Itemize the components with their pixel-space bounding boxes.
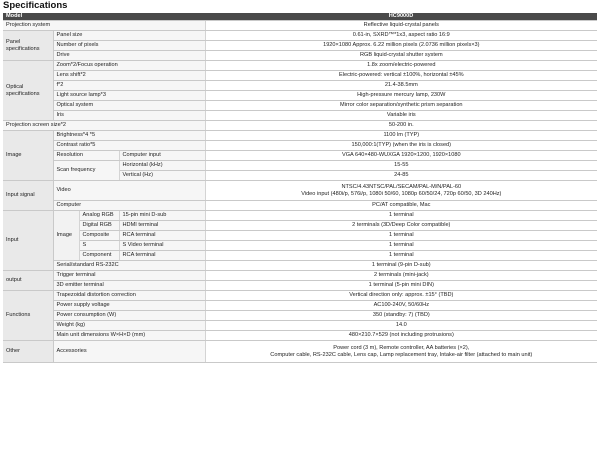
table-row: [3, 201, 597, 211]
row-label: f*2: [53, 81, 205, 91]
table-row: [3, 321, 597, 331]
row-value: 1920×1080 Approx. 6.22 million pixels (2.0736 million pixels×3): [205, 41, 597, 51]
row-label: Panel size: [53, 31, 205, 41]
table-row: [3, 111, 597, 121]
row-label: Power consumption (W): [53, 311, 205, 321]
table-row: [3, 161, 597, 171]
row-label: Resolution: [53, 151, 119, 161]
row-type: S: [79, 241, 119, 251]
row-value: 1 terminal (9-pin D-sub): [205, 261, 597, 271]
row-value: Reflective liquid-crystal panels: [205, 21, 597, 31]
row-value: Vertical direction only: approx. ±15° (TBD): [205, 291, 597, 301]
row-label: Trigger terminal: [53, 271, 205, 281]
row-label: Contrast ratio*5: [53, 141, 205, 151]
table-row: [3, 271, 597, 281]
row-value: 1 terminal: [205, 241, 597, 251]
row-label: Lens shift*2: [53, 71, 205, 81]
table-row: [3, 291, 597, 301]
input-image-label: Image: [53, 211, 79, 261]
group-label-functions: Functions: [3, 291, 53, 341]
group-label-panel: Panel specifications: [3, 31, 53, 61]
row-connector: S Video terminal: [119, 241, 205, 251]
video-value-line-2: Video input (480i/p, 576i/p, 1080i 50/60, 1080p 60/50/24, 720p 60/50, 3D 240Hz): [301, 190, 502, 197]
row-label: Accessories: [53, 341, 205, 363]
row-value: 1 terminal: [205, 211, 597, 221]
row-value: 15-55: [205, 161, 597, 171]
table-row: [3, 81, 597, 91]
row-label: Zoom*2/Focus operation: [53, 61, 205, 71]
row-type: Digital RGB: [79, 221, 119, 231]
table-row: [3, 141, 597, 151]
table-row: [3, 31, 597, 41]
group-label-optical: Optical specifications: [3, 61, 53, 121]
table-row: [3, 231, 597, 241]
row-sublabel: Vertical (Hz): [119, 171, 205, 181]
table-row: [3, 51, 597, 61]
row-sublabel: Horizontal (kHz): [119, 161, 205, 171]
row-connector: RCA terminal: [119, 231, 205, 241]
row-value: 480×210.7×529 (not including protrusions): [205, 331, 597, 341]
row-value: AC100-240V, 50/60Hz: [205, 301, 597, 311]
row-value: 2 terminals (mini-jack): [205, 271, 597, 281]
row-value: High-pressure mercury lamp, 230W: [205, 91, 597, 101]
row-label: Projection system: [3, 21, 205, 31]
table-row: [3, 91, 597, 101]
group-label-other: Other: [3, 341, 53, 363]
row-type: Composite: [79, 231, 119, 241]
group-label-output: output: [3, 271, 53, 291]
row-value: [205, 181, 597, 201]
row-label: Power supply voltage: [53, 301, 205, 311]
table-row: [3, 251, 597, 261]
row-connector: HDMI terminal: [119, 221, 205, 231]
table-row: [3, 181, 597, 201]
row-connector: 15-pin mini D-sub: [119, 211, 205, 221]
row-value: 14.0: [205, 321, 597, 331]
row-value: [205, 341, 597, 363]
row-value: RGB liquid-crystal shutter system: [205, 51, 597, 61]
table-row: [3, 311, 597, 321]
model-label: Model: [3, 13, 205, 21]
table-row: [3, 211, 597, 221]
row-label: Serial/standard RS-232C: [53, 261, 205, 271]
row-value: Electric-powered: vertical ±100%, horizontal ±45%: [205, 71, 597, 81]
model-value: HC9000D: [205, 13, 597, 21]
row-value: VGA 640×480-WUXGA 1920×1200, 1920×1080: [205, 151, 597, 161]
row-value: 1.8x zoom/electric-powered: [205, 61, 597, 71]
table-row: [3, 61, 597, 71]
row-value: Mirror color separation/synthetic prism separation: [205, 101, 597, 111]
row-value: 24-85: [205, 171, 597, 181]
row-value: 1 terminal: [205, 251, 597, 261]
table-row: [3, 151, 597, 161]
row-sublabel: Computer input: [119, 151, 205, 161]
table-row: [3, 301, 597, 311]
row-value: 21.4-38.5mm: [205, 81, 597, 91]
row-value: 1100 lm (TYP): [205, 131, 597, 141]
row-value: 350 (standby: 7) (TBD): [205, 311, 597, 321]
row-label: Trapezoidal distortion correction: [53, 291, 205, 301]
table-row: [3, 101, 597, 111]
row-value: Variable iris: [205, 111, 597, 121]
row-label: Weight (kg): [53, 321, 205, 331]
row-label: 3D emitter terminal: [53, 281, 205, 291]
group-label-image: Image: [3, 131, 53, 181]
page-title: Specifications: [3, 0, 68, 11]
table-row: [3, 71, 597, 81]
row-value: 1 terminal: [205, 231, 597, 241]
row-label: Drive: [53, 51, 205, 61]
video-value-line-1: NTSC/4.43NTSC/PAL/SECAM/PAL-M/N/PAL-60: [341, 183, 462, 190]
table-row: [3, 221, 597, 231]
row-label: Brightness*4 *5: [53, 131, 205, 141]
row-value: PC/AT compatible, Mac: [205, 201, 597, 211]
accessories-value-line-1: Power cord (3 m), Remote controller, AA batteries (×2),: [333, 344, 470, 351]
row-label: Light source lamp*3: [53, 91, 205, 101]
row-label: Main unit dimensions W×H×D (mm): [53, 331, 205, 341]
table-row: [3, 21, 597, 31]
table-row: [3, 241, 597, 251]
table-row: [3, 131, 597, 141]
group-label-input-signal: Input signal: [3, 181, 53, 211]
row-label: Computer: [53, 201, 205, 211]
row-label: Iris: [53, 111, 205, 121]
table-row: [3, 121, 597, 131]
row-label: Video: [53, 181, 205, 201]
table-row: [3, 281, 597, 291]
row-value: 2 terminals (3D/Deep Color compatible): [205, 221, 597, 231]
table-row: [3, 41, 597, 51]
row-label: Scan frequency: [53, 161, 119, 181]
row-label: Optical system: [53, 101, 205, 111]
spec-table: [3, 13, 597, 363]
accessories-value-line-2: Computer cable, RS-232C cable, Lens cap, Lamp replacement tray, Intake-air filter (attached to main unit): [270, 351, 533, 358]
table-row: [3, 261, 597, 271]
row-label: Number of pixels: [53, 41, 205, 51]
row-type: Analog RGB: [79, 211, 119, 221]
row-value: 1 terminal (5-pin mini DIN): [205, 281, 597, 291]
table-header-row: [3, 13, 597, 21]
row-label: Projection screen size*2: [3, 121, 205, 131]
row-connector: RCA terminal: [119, 251, 205, 261]
row-value: 150,000:1(TYP) (when the iris is closed): [205, 141, 597, 151]
group-label-input: Input: [3, 211, 53, 271]
row-type: Component: [79, 251, 119, 261]
table-row: [3, 341, 597, 363]
row-value: 0.61-in, SXRD™*1x3, aspect ratio 16:9: [205, 31, 597, 41]
table-row: [3, 331, 597, 341]
row-value: 50-200 in.: [205, 121, 597, 131]
